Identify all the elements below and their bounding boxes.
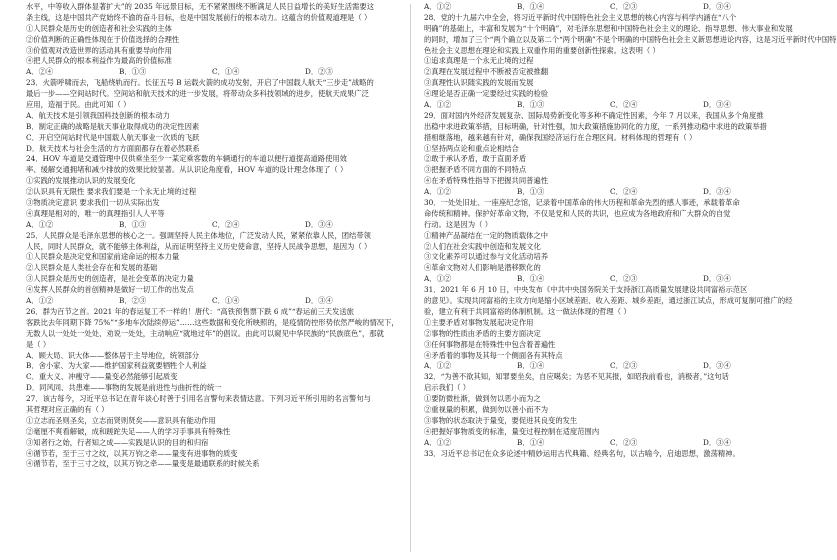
answer-option: A．①② bbox=[424, 361, 452, 371]
text-line: ④在矛盾特殊性指导下把握共同普遍性 bbox=[424, 176, 549, 186]
text-line: 应用，造福于民。由此可知（ ） bbox=[26, 100, 131, 110]
text-line: 31．2021 年 6 月 10 日，中央发布《中共中央国务院关于支持浙江高质量发展建设共同富裕示范区 bbox=[424, 285, 748, 295]
text-line: ④发挥人民群众的首创精神是做好一切工作的出发点 bbox=[26, 285, 194, 295]
text-line: ③物质决定意识 要求我们一切从实际出发 bbox=[26, 198, 160, 208]
answer-options-row bbox=[424, 2, 796, 13]
answer-option: D．②③ bbox=[305, 67, 333, 77]
answer-option: C．②③ bbox=[610, 274, 638, 284]
text-line: ②重视量的积累，做到勿以善小而不为 bbox=[424, 404, 549, 414]
text-line: ④把人民群众的根本利益作为最高的价值标准 bbox=[26, 56, 172, 66]
text-line: ④把握好事物质变的标准，量变过程控制在适度范围内 bbox=[424, 426, 600, 436]
answer-option: A．①② bbox=[424, 437, 452, 447]
answer-options-row bbox=[424, 100, 796, 111]
text-line: 验，建立有利于共同富裕的体制机制。这一做法体现的哲理（ ） bbox=[424, 306, 631, 316]
answer-option: B．①④ bbox=[517, 361, 545, 371]
text-line: A．航天技术是引领我国科技创新的根本动力 bbox=[26, 110, 170, 120]
text-line: ②人们在社会实践中创造和发展文化 bbox=[424, 241, 541, 251]
text-line: 客跌比去年同期下降 75%”“多地车次陆续停运”……这些数据和变化所映照的，是疫情防控形势依然严峻的情况下， bbox=[26, 317, 399, 327]
answer-options-row bbox=[424, 438, 796, 449]
text-line: D．航天技术与社会生活的方方面面都存在着必然联系 bbox=[26, 143, 200, 153]
text-line: 25．人民群众是毛泽东思想的核心之一。强调坚持人民主体地位，广泛发动人民，紧紧依靠人民，团结带领 bbox=[26, 230, 371, 240]
answer-option: B．②③ bbox=[119, 296, 147, 306]
text-line: 29．面对国内外经济发展复杂、国际局势新变化等多种不确定性因素，今年 7 月以来，我国从多个角度推 bbox=[424, 110, 764, 120]
text-line: ④革命文物对人们影响是潜移默化的 bbox=[424, 263, 541, 273]
text-line: ③文化素养可以通过参与文化活动培养 bbox=[424, 252, 549, 262]
answer-option: B．①④ bbox=[517, 437, 545, 447]
column-divider bbox=[410, 4, 411, 552]
answer-option: C．①④ bbox=[212, 67, 240, 77]
text-line: 的意见》。实现共同富裕的主攻方向是缩小区域差距、收入差距、城乡差距，通过浙江试点，形成可复制可推广的经 bbox=[424, 296, 793, 306]
answer-options-row bbox=[26, 220, 398, 231]
text-line: 明确”的基础上，丰富和发展为“十个明确”，对毛泽东思想和中国特色社会主义的理论、指导思想、伟大事业和发展 bbox=[424, 23, 793, 33]
text-line: ①人民群众是决定党和国家前途命运的根本力量 bbox=[26, 252, 180, 262]
answer-option: A．①② bbox=[424, 2, 452, 11]
text-line: D．同风同、共患难——事物的发展是前进性与曲折性的统一 bbox=[26, 383, 222, 393]
text-line: 其哲理对应正确的有（ ） bbox=[26, 404, 109, 414]
text-line: 24．HOV 车道是交通管理中仅供乘坐至少一某定乘客数的车辆通行的车道以便行道提高道路使用效 bbox=[26, 154, 347, 164]
answer-option: C．②④ bbox=[610, 187, 638, 197]
text-line: ①实践的发展推动认识的发展变化 bbox=[26, 176, 136, 186]
text-line: ③事物的状态取决于量变，要促进其良变的发生 bbox=[424, 415, 578, 425]
answer-option: C．②④ bbox=[212, 219, 240, 229]
text-line: ②认识具有无限性 要求我们要是一个永无止境的过程 bbox=[26, 187, 197, 197]
answer-options-row bbox=[26, 67, 398, 78]
text-line: ③知者行之始，行者知之成——实践是认识的目的和归宿 bbox=[26, 437, 209, 447]
answer-options-row bbox=[424, 274, 796, 285]
answer-option: D．③④ bbox=[703, 187, 731, 197]
text-line: ①人民群众是历史的创造者和社会实践的主体 bbox=[26, 23, 172, 33]
text-line: ④循节若，至于三寸之纹，以其万钧之牵——量变有进事物的质变 bbox=[26, 448, 238, 458]
answer-option: D．③④ bbox=[703, 274, 731, 284]
left-column bbox=[26, 2, 398, 554]
text-line: ②真理在发展过程中不断被否定被推翻 bbox=[424, 67, 549, 77]
text-line: 率、缓解交通拥堵和减少排放的效果比较显著。从认识论角度看，HOV 车道的设计理念体现了（ ） bbox=[26, 165, 348, 175]
text-line: 28．党的十九届六中全会，将习近平新时代中国特色社会主义思想的核心内容与科学内涵在“八个 bbox=[424, 12, 737, 22]
text-line: ①立志而圣则圣矣，立志而贤则贤矣——意识具有能动作用 bbox=[26, 415, 216, 425]
text-line: 26．群为百节之首。2021 年的春运复工不一样的！唐代：“高铁预售票下跌 6 成”“春运前三天发送旅 bbox=[26, 306, 354, 316]
text-line: 32．“为善不欲其知，知罪要坐矣，自应噶矣；为恶不见其报，如昭我前看也，消极者，”这句话 bbox=[424, 372, 729, 382]
text-line: ②人民群众是人类社会存在和发展的基础 bbox=[26, 263, 158, 273]
answer-options-row bbox=[26, 296, 398, 307]
text-line: 的同时，增加了三个“两个确立以及第二个“两个明确”不是个明确的中国特色社会主义新思想进论内容，这是习近平新时代中国特 bbox=[424, 34, 837, 44]
text-line: B．舍小家、为大家——维护国家利益就要牺牲个人利益 bbox=[26, 361, 207, 371]
text-line: ③真理性认识随实践的发展而发展 bbox=[424, 78, 534, 88]
text-line: 命传统和精神。保护好革命文物，不仅是党和人民的共识，也应成为各地政府和广大群众的自觉 bbox=[424, 208, 731, 218]
answer-option: D．③④ bbox=[703, 361, 731, 371]
answer-options-row bbox=[424, 361, 796, 372]
text-line: ③把握矛盾不同方面的不同特点 bbox=[424, 165, 527, 175]
text-line: C．开启空间站时代是中国载人航天事业一次质的飞跃 bbox=[26, 132, 200, 142]
answer-option: D．③④ bbox=[703, 100, 731, 110]
text-line: ①追求真理是一个永无止境的过程 bbox=[424, 56, 534, 66]
text-line: ①主要矛盾对事物发展起决定作用 bbox=[424, 317, 534, 327]
text-line: ④矛盾着的事物及其每一个侧面各有其特点 bbox=[424, 350, 563, 360]
text-line: 水平，中等收入群体显著扩大”的 2035 年远景目标，无不紧紧围绕不断满足人民日益增长的美好生活需要这 bbox=[26, 2, 374, 11]
answer-options-row bbox=[424, 187, 796, 198]
text-line: 是（ ） bbox=[26, 339, 51, 349]
text-line: A．顾大局、识大体——整体居于主导地位，统领部分 bbox=[26, 350, 200, 360]
text-line: 23．火箭呼啸而去，飞船绕轨而行。长征五号 B 运载火箭的成功发射，开启了中国载人航天“三步走”战略的 bbox=[26, 78, 374, 88]
answer-option: D．③④ bbox=[703, 437, 731, 447]
right-column bbox=[424, 2, 837, 554]
text-line: 条主线，这是中国共产党始终不渝的奋斗目标，也是中国发展前行的根本动力。这蕴含的价值观道理是（ ） bbox=[26, 12, 372, 22]
answer-option: D．③④ bbox=[305, 219, 333, 229]
text-line: ②价值判断的正确性体现在于价值选择的合理性 bbox=[26, 34, 180, 44]
text-line: 行动。这是因为（ ） bbox=[424, 219, 492, 229]
answer-option: B．①③ bbox=[119, 219, 147, 229]
answer-option: B．①④ bbox=[517, 274, 545, 284]
text-line: 33．习近平总书记在众多论述中精妙运用古代典籍、经典名句，以古喻今，启迪思想，激荡精神。 bbox=[424, 448, 740, 458]
answer-option: C．①④ bbox=[212, 296, 240, 306]
text-line: 启示我们（ ） bbox=[424, 383, 471, 393]
text-line: 最后一步——空间站时代。空间站和航天技术的进一步发展，将带动众多科技领域的进步，使航天成果广泛 bbox=[26, 89, 369, 99]
text-line: ④理论是否正确一定要经过实践的检验 bbox=[424, 89, 549, 99]
text-line: 色社会主义思想在理论和实践上双重作用的重要创新性探索。这表明（ ） bbox=[424, 45, 660, 55]
text-line: ①坚持两点论和重点论相结合 bbox=[424, 143, 519, 153]
answer-option: C．②④ bbox=[610, 100, 638, 110]
answer-option: D．③④ bbox=[305, 296, 333, 306]
answer-option: C．②③ bbox=[610, 2, 638, 11]
text-line: B．制定正确的战略是航天事业取得成功的决定性因素 bbox=[26, 121, 200, 131]
text-line: ②毫厘不爽看解破，成和蹉跎失足——人的学习手事具有特殊性 bbox=[26, 426, 231, 436]
answer-option: A．①② bbox=[424, 274, 452, 284]
answer-option: A．②④ bbox=[26, 67, 54, 77]
text-line: ③任何事物都是在特殊性中包含着普遍性 bbox=[424, 339, 556, 349]
answer-option: C．②③ bbox=[610, 361, 638, 371]
text-line: 措相继落地，越来越有针对，确保我国经济运行在合理区间。材料体现的哲理有（ ） bbox=[424, 132, 697, 142]
text-line: ③人民群众是历史的创造者，是社会变革的决定力量 bbox=[26, 274, 194, 284]
answer-option: B．①③ bbox=[517, 100, 545, 110]
answer-option: B．①③ bbox=[119, 67, 147, 77]
text-line: C．重大义、冲瘦守——量变必然能够引起质变 bbox=[26, 372, 178, 382]
text-line: ③价值观对改造世界的活动具有重要导向作用 bbox=[26, 45, 172, 55]
text-line: ④循节若，至于三寸之纹，以其万钧之牵——量变是最通联系的时候关系 bbox=[26, 459, 260, 469]
text-line: ②敢于承认矛盾，敢于直面矛盾 bbox=[424, 154, 527, 164]
text-line: 30．一处处旧址、一座座纪念馆，记录着中国革命的伟大历程和革命先烈的感人事迹，承载着革命 bbox=[424, 198, 740, 208]
answer-option: A．①② bbox=[26, 219, 54, 229]
text-line: ①精神产品凝结在一定的物质载体之中 bbox=[424, 230, 549, 240]
text-line: 出稳中求进政策举措，目标明确，针对性强，加大政策措施协同化的力度，一系列推动稳中求进的政策举措 bbox=[424, 121, 767, 131]
text-line: 人民，同时人民群众，就不能够主体利益，从而证明坚持主义历史使命意，坚持人民战争思想，是因为（ ） bbox=[26, 241, 372, 251]
text-line: ②事物的性质由矛盾的主要方面决定 bbox=[424, 328, 541, 338]
answer-option: C．②③ bbox=[610, 437, 638, 447]
answer-option: B．①④ bbox=[517, 2, 545, 11]
answer-option: D．③④ bbox=[703, 2, 731, 11]
text-line: ④真理是相对的，唯一的真理指引人人平等 bbox=[26, 208, 165, 218]
answer-option: A．①② bbox=[424, 187, 452, 197]
text-line: 无数人以一处处一处处、劝说一处处，主动响应“就地过年”的倡议。由此可以窥见中华民族的“民族底色”，那就 bbox=[26, 328, 384, 338]
text-line: 27．该古每今，习近平总书记在青年谈心时善于引用名言警句来表情达意。下列习近平所引用的名言警句与 bbox=[26, 394, 371, 404]
answer-option: B．①③ bbox=[517, 187, 545, 197]
answer-option: A．①② bbox=[26, 296, 54, 306]
answer-option: A．①② bbox=[424, 100, 452, 110]
text-line: ①要防微杜渐，做到勿以恶小而为之 bbox=[424, 394, 541, 404]
